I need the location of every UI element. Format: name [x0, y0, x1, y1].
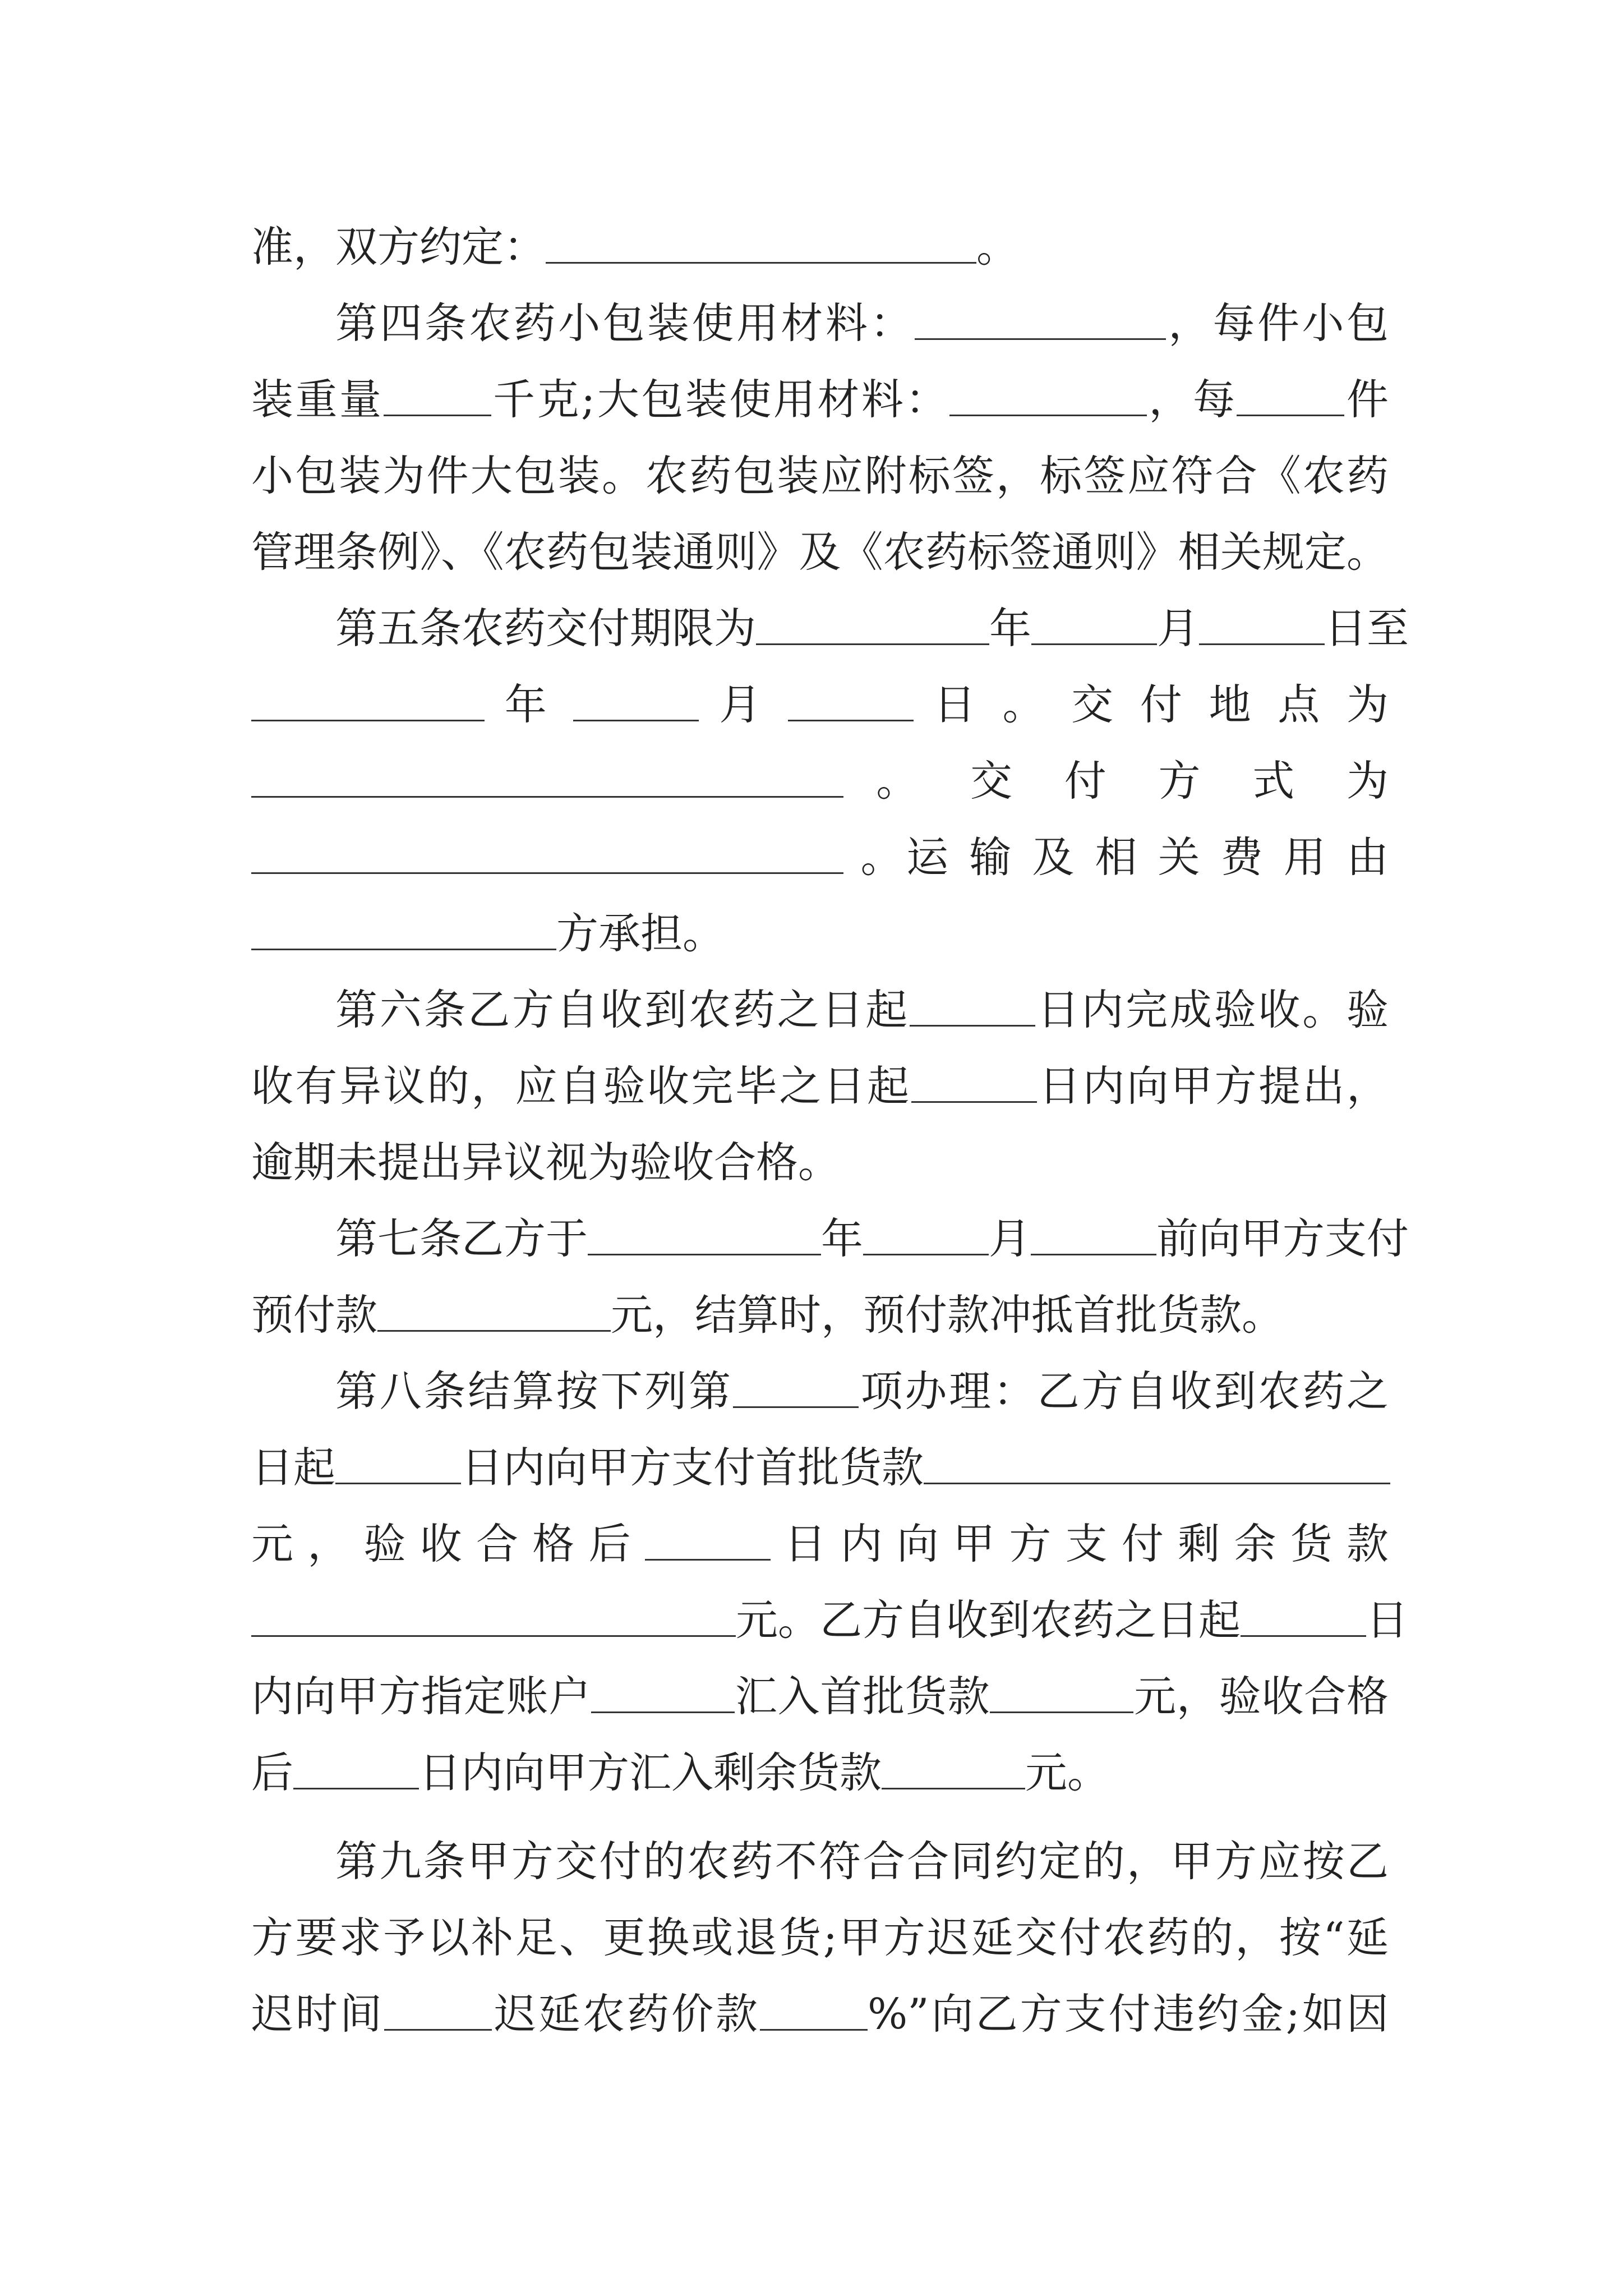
text-line: 方要求予以补足、更换或退货;甲方迟延交付农药的，按“延 — [251, 1913, 1389, 1962]
text-line: 预付款 元，结算时，预付款冲抵首批货款。 — [251, 1290, 1284, 1340]
text-line: 年 月 日 。 交 付 地 点 为 — [251, 666, 1389, 743]
fill-in-blank — [573, 719, 699, 721]
fill-in-blank — [251, 719, 485, 721]
text-line: 第五条农药交付期限为 年 月 日至 — [335, 604, 1409, 653]
text-line: 元。乙方自收到农药之日起 日 — [251, 1582, 1389, 1658]
fill-in-blank — [251, 948, 556, 950]
fill-in-blank — [645, 1558, 771, 1561]
fill-in-blank — [1031, 1253, 1156, 1255]
fill-in-blank — [335, 1482, 461, 1484]
fill-in-blank — [251, 872, 843, 874]
text-line: 内向甲方指定账户 汇入首批货款 元，验收合格 — [251, 1672, 1389, 1721]
fill-in-blank — [990, 1711, 1133, 1713]
fill-in-blank — [591, 1711, 735, 1713]
fill-in-blank — [788, 719, 914, 721]
fill-in-blank — [377, 1329, 611, 1332]
fill-in-blank — [1199, 643, 1325, 645]
text-line: 第九条甲方交付的农药不符合合同约定的，甲方应按乙 — [335, 1837, 1389, 1886]
fill-in-blank — [1031, 643, 1157, 645]
text-line: 逾期未提出异议视为验收合格。 — [251, 1138, 841, 1187]
fill-in-blank — [882, 1787, 1025, 1789]
fill-in-blank — [910, 1024, 1035, 1027]
text-line: 后 日内向甲方汇入剩余货款 元。 — [251, 1748, 1110, 1797]
fill-in-blank — [733, 1406, 859, 1408]
text-line: 收有异议的，应自验收完毕之日起 日内向甲方提出， — [251, 1061, 1389, 1111]
fill-in-blank — [251, 1635, 736, 1637]
text-line: 方承担。 — [251, 895, 1389, 972]
text-line: 。 交 付 方 式 为 — [251, 743, 1389, 819]
fill-in-blank — [384, 414, 491, 416]
fill-in-blank — [384, 2028, 492, 2031]
text-line: 第七条乙方于 年 月 前向甲方支付 — [335, 1214, 1409, 1263]
fill-in-blank — [546, 261, 976, 264]
fill-in-blank — [911, 1101, 1037, 1103]
text-line: 装重量 千克;大包装使用材料： ，每 件 — [251, 375, 1389, 424]
fill-in-blank — [588, 1253, 821, 1255]
fill-in-blank — [924, 1482, 1390, 1484]
fill-in-blank — [293, 1787, 419, 1789]
text-line: 小包装为件大包装。农药包装应附标签，标签应符合《农药 — [251, 451, 1389, 500]
text-line: 第六条乙方自收到农药之日起 日内完成验收。验 — [335, 985, 1389, 1034]
fill-in-blank — [915, 338, 1166, 340]
text-line: 管理条例》、《农药包装通则》及《农药标签通则》相关规定。 — [251, 527, 1389, 577]
text-line: 准，双方约定： 。 — [251, 222, 1019, 272]
fill-in-blank — [760, 2028, 868, 2031]
fill-in-blank — [251, 795, 843, 798]
fill-in-blank — [756, 643, 989, 645]
text-line: 日起 日内向甲方支付首批货款 — [251, 1429, 1389, 1506]
fill-in-blank — [1237, 414, 1344, 416]
fill-in-blank — [1241, 1635, 1366, 1637]
text-line: 第八条结算按下列第 项办理：乙方自收到农药之 — [335, 1366, 1389, 1416]
text-line: 。运 输 及 相 关 费 用 由 — [251, 819, 1389, 895]
fill-in-blank — [863, 1253, 989, 1255]
text-line: 迟时间 迟延农药价款 %”向乙方支付违约金;如因 — [251, 1989, 1389, 2039]
text-line: 元 ， 验 收 合 格 后 日 内 向 甲 方 支 付 剩 余 货 款 — [251, 1519, 1389, 1568]
fill-in-blank — [949, 414, 1147, 416]
text-line: 第四条农药小包装使用材料： ，每件小包 — [335, 298, 1389, 348]
